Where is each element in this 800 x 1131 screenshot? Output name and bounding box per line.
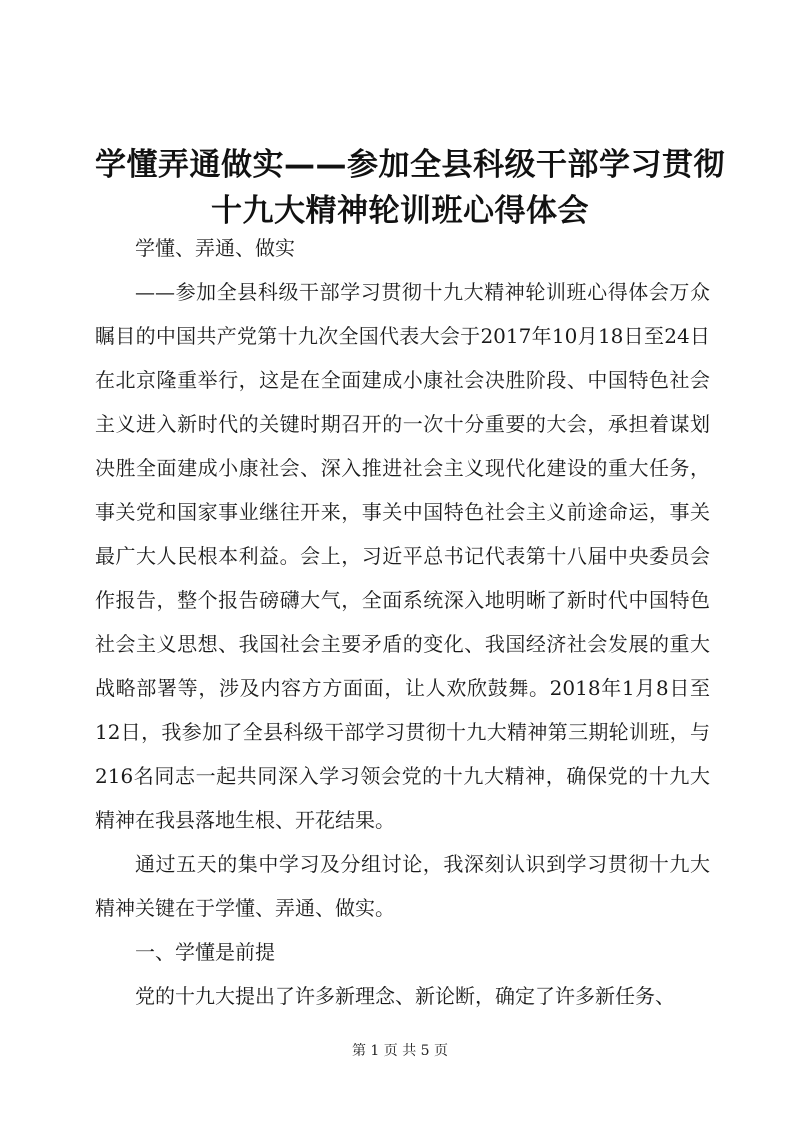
section-heading: 一、学懂是前提 [135,940,275,964]
page-footer: 第 1 页 共 5 页 [351,1043,449,1059]
paragraph-main: ——参加全县科级干部学习贯彻十九大精神轮训班心得体会万众瞩目的中国共产党第十九次全国代表大会于2017年10月18日至24日在北京隆重举行，这是在全面建成小康社会决胜阶段、中国特色社会主义进入新时代的关键时期召开的一次十分重要的大会，承担着谋划决胜全面建成小康社会、深入推进社会主义现代化建设的重大任务，事关党和国家事业继往开来，事关中国特色社会主义前途命运，事关最广大人民根本利益。会上，习近平总书记代表第十八届中央委员会作报告，整个报告磅礴大气，全面系统深入地明晰了新时代中国特色社会主义思想、我国社会主要矛盾的变化、我国经济社会发展的重大战略部署等，涉及内容方方面面，让人欢欣鼓舞。2018年1月8日至12日，我参加了全县科级干部学习贯彻十九大精神第三期轮训班，与216名同志一起共同深入学习领会党的十九大精神，确保党的十九大精神在我县落地生根、开花结果。 [95,280,710,832]
paragraph-summary: 通过五天的集中学习及分组讨论，我深刻认识到学习贯彻十九大精神关键在于学懂、弄通、做实。 [95,852,710,920]
paragraph-subtitle: 学懂、弄通、做实 [135,236,295,260]
document-body [95,226,710,1018]
title-line-2: 十九大精神轮训班心得体会 [211,193,589,229]
title-line-1: 学懂弄通做实——参加全县科级干部学习贯彻 [95,147,725,183]
document-title [95,142,725,234]
paragraph-section-1: 党的十九大提出了许多新理念、新论断，确定了许多新任务、 [135,984,675,1008]
